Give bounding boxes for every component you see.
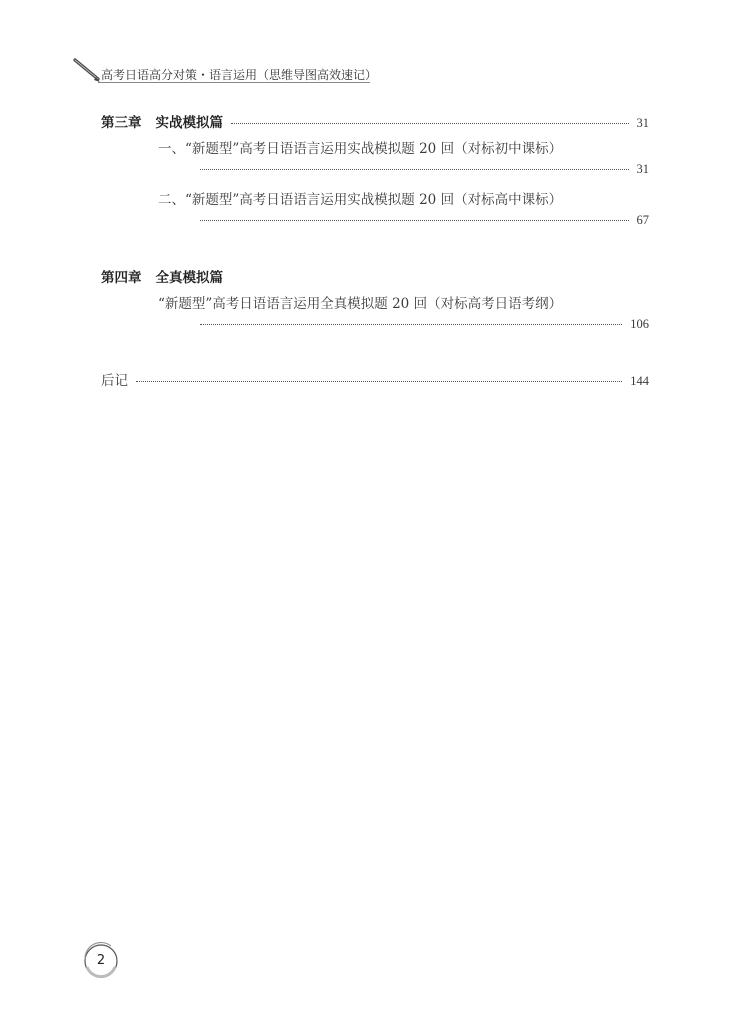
page-ref: 106 [630,317,649,331]
page-number-badge [81,941,121,981]
header-rule [98,82,370,83]
page-ref: 67 [636,213,649,227]
entry-title: “新题型”高考日语语言运用全真模拟题 20 回（对标高考日语考纲） [158,296,563,312]
dot-leader [200,169,629,170]
toc-entry-leader[interactable] [200,162,649,177]
toc-afterword[interactable] [101,369,649,389]
page-ref: 31 [636,162,649,176]
pen-icon [72,58,102,84]
chapter-number: 第三章 [101,115,142,131]
toc-entry-leader[interactable] [200,317,649,332]
dot-leader [231,123,629,124]
chapter-title: 全真模拟篇 [155,270,223,286]
dot-leader [136,381,622,382]
book-title: 高考日语高分对策・语言运用（思维导图高效速记） [101,68,378,82]
dot-leader [200,220,629,221]
running-header [72,58,378,84]
toc-chapter-3[interactable] [101,111,649,131]
entry-title: 后记 [101,373,128,389]
toc-entry[interactable] [158,292,562,312]
toc-entry-leader[interactable] [200,213,649,228]
entry-title: 二、“新题型”高考日语语言运用实战模拟题 20 回（对标高中课标） [158,192,563,208]
page-ref: 31 [636,116,649,130]
toc-entry[interactable] [158,188,562,208]
page-number: 2 [96,953,106,968]
toc-entry[interactable] [158,137,562,157]
chapter-number: 第四章 [101,270,142,286]
entry-title: 一、“新题型”高考日语语言运用实战模拟题 20 回（对标初中课标） [158,141,563,157]
dot-leader [200,324,622,325]
page-ref: 144 [630,374,649,388]
chapter-title: 实战模拟篇 [155,115,223,131]
toc-chapter-4[interactable] [101,266,223,286]
